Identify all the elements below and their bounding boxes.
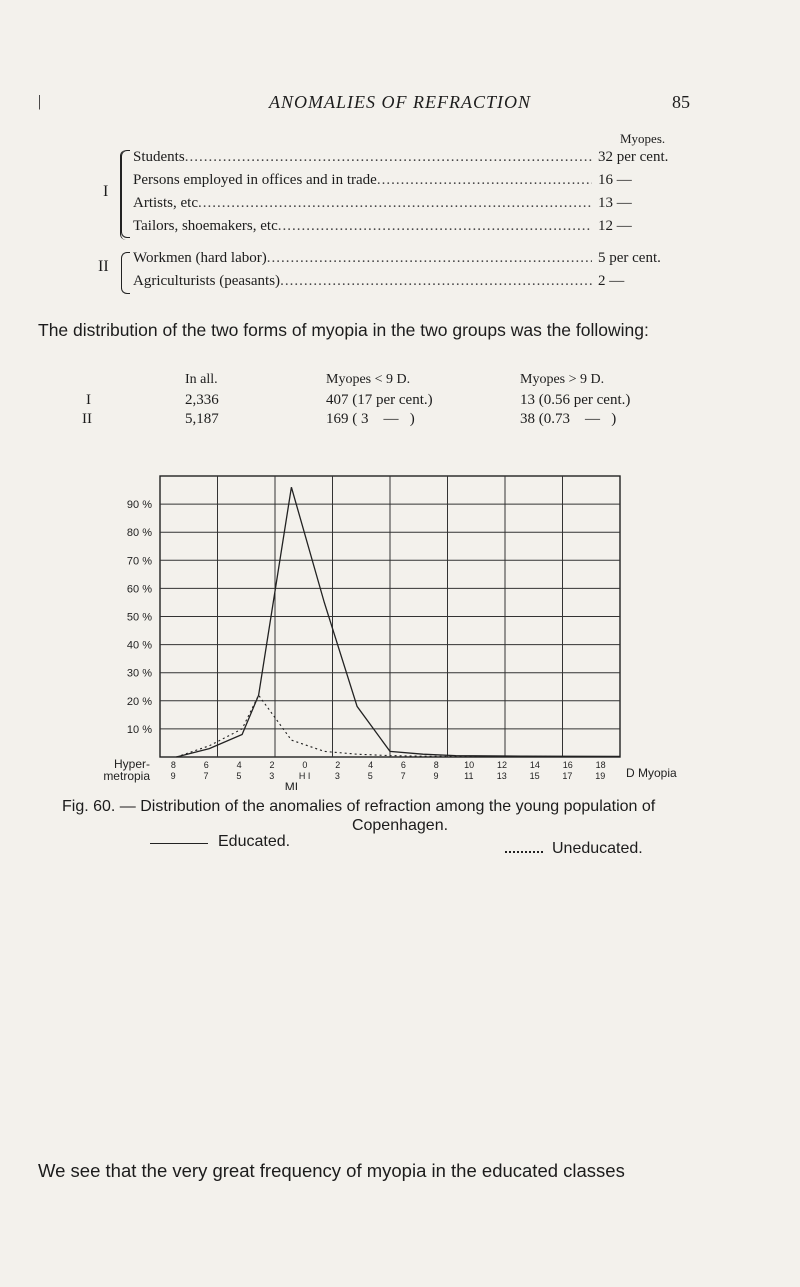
group-i-label: I [103, 183, 109, 200]
y-tick-label: 80 % [126, 527, 152, 540]
x-tick-label-top: 16 [562, 760, 573, 770]
page-number: 85 [672, 92, 690, 112]
x-tick-label-bottom: 3 [269, 771, 275, 781]
dist-row-ii-all: 5,187 [185, 411, 219, 427]
leader-dots [267, 250, 592, 267]
x-tick-label-bottom: 9 [170, 771, 176, 781]
legend-dotted-label: Uneducated. [552, 840, 643, 857]
row-label: Persons employed in offices and in trade [133, 172, 377, 188]
legend-dotted-swatch [505, 851, 543, 853]
dist-row-i-all: 2,336 [185, 392, 219, 408]
row-label: Workmen (hard labor) [133, 250, 267, 266]
x-tick-label-top: 8 [433, 760, 439, 770]
row-label: Students [133, 149, 185, 165]
intro-paragraph: The distribution of the two forms of myopia in the two groups was the following: [38, 320, 649, 340]
row-artists [133, 195, 703, 212]
y-tick-label: 60 % [126, 583, 152, 596]
x-tick-label-bottom: 9 [433, 771, 439, 781]
legend-solid-label: Educated. [218, 833, 291, 850]
dist-header-high: Myopes > 9 D. [520, 372, 605, 387]
x-tick-label-bottom: H I [298, 771, 311, 781]
figure-caption-line2: Copenhagen. [351, 817, 449, 834]
row-label: Artists, etc [133, 195, 198, 211]
row-students [133, 149, 703, 166]
y-tick-label: 30 % [126, 667, 152, 680]
x-tick-label-bottom: 7 [203, 771, 209, 781]
dist-row-ii-high: 38 (0.73 — ) [520, 411, 617, 427]
y-tick-label: 70 % [126, 555, 152, 568]
x-tick-label-top: 10 [464, 760, 475, 770]
figure-caption-line1: Fig. 60. — Distribution of the anomalies of refraction among the young population of [62, 798, 656, 815]
series-line-uneducated [176, 695, 620, 757]
x-tick-label-top: 6 [203, 760, 209, 770]
leader-dots [280, 273, 592, 290]
row-workmen [133, 250, 703, 267]
row-value: 5 per cent. [598, 250, 661, 266]
x-axis-right-label: D Myopia [626, 766, 677, 780]
x-tick-label-bottom: 11 [464, 771, 474, 781]
x-tick-label-bottom: 19 [595, 771, 606, 781]
leader-dots [185, 149, 592, 166]
refraction-distribution-chart [0, 440, 800, 790]
closing-line: We see that the very great frequency of myopia in the educated classes [38, 1160, 625, 1181]
row-value: 32 per cent. [598, 149, 669, 165]
x-tick-label-top: 14 [529, 760, 540, 770]
leader-dots [377, 172, 592, 189]
y-tick-label: 20 % [126, 695, 152, 708]
x-tick-label-top: 4 [236, 760, 242, 770]
x-tick-label-bottom: 5 [367, 771, 373, 781]
x-tick-label-bottom: 7 [400, 771, 406, 781]
x-tick-label-top: 4 [368, 760, 374, 770]
x-tick-label-top: 12 [496, 760, 508, 770]
group-ii-bracket [121, 252, 130, 294]
running-title: ANOMALIES OF REFRACTION [269, 92, 531, 112]
row-value: 2 — [598, 273, 625, 289]
x-tick-label-top: 2 [269, 760, 275, 770]
row-agriculturists [133, 273, 703, 290]
x-axis-left-label: Hyper- [113, 757, 150, 771]
group-i-bracket [121, 150, 130, 238]
dist-row-ii-group: II [82, 411, 92, 427]
dist-row-ii-low: 169 ( 3 — ) [326, 411, 415, 427]
y-tick-label: 10 % [126, 723, 152, 736]
margin-mark: | [38, 93, 42, 110]
x-tick-label-top: 0 [302, 760, 308, 770]
row-label: Tailors, shoemakers, etc [133, 218, 278, 234]
leader-dots [198, 195, 592, 212]
x-axis-left-label: metropia [103, 769, 150, 783]
y-tick-label: 50 % [126, 611, 152, 624]
row-office-trade [133, 172, 703, 189]
x-tick-label-bottom: 13 [496, 771, 507, 781]
dist-header-all: In all. [185, 372, 218, 387]
group-ii-label: II [98, 258, 109, 275]
x-tick-label-bottom: 3 [334, 771, 340, 781]
x-tick-label-top: 18 [595, 760, 606, 770]
x-tick-label-bottom: 17 [562, 771, 573, 781]
x-tick-label-top: 8 [170, 760, 176, 770]
x-tick-label-bottom: 15 [529, 771, 540, 781]
x-axis-center-label: MI [284, 780, 299, 790]
legend-solid-swatch [150, 843, 208, 844]
series-line-educated [176, 487, 620, 757]
x-tick-label-bottom: 5 [236, 771, 242, 781]
y-tick-label: 40 % [126, 639, 152, 652]
dist-row-i-low: 407 (17 per cent.) [326, 392, 433, 408]
dist-row-i-high: 13 (0.56 per cent.) [520, 392, 631, 408]
row-label: Agriculturists (peasants) [133, 273, 281, 289]
row-value: 13 — [598, 195, 632, 211]
y-tick-label: 90 % [126, 499, 152, 512]
x-tick-label-top: 2 [335, 760, 341, 770]
row-value: 12 — [598, 218, 632, 234]
x-tick-label-top: 6 [400, 760, 406, 770]
leader-dots [278, 218, 592, 235]
dist-row-i-group: I [86, 392, 91, 408]
myopes-column-header: Myopes. [620, 131, 666, 146]
dist-header-low: Myopes < 9 D. [326, 372, 411, 387]
row-tailors [133, 218, 703, 235]
row-value: 16 — [598, 172, 632, 188]
